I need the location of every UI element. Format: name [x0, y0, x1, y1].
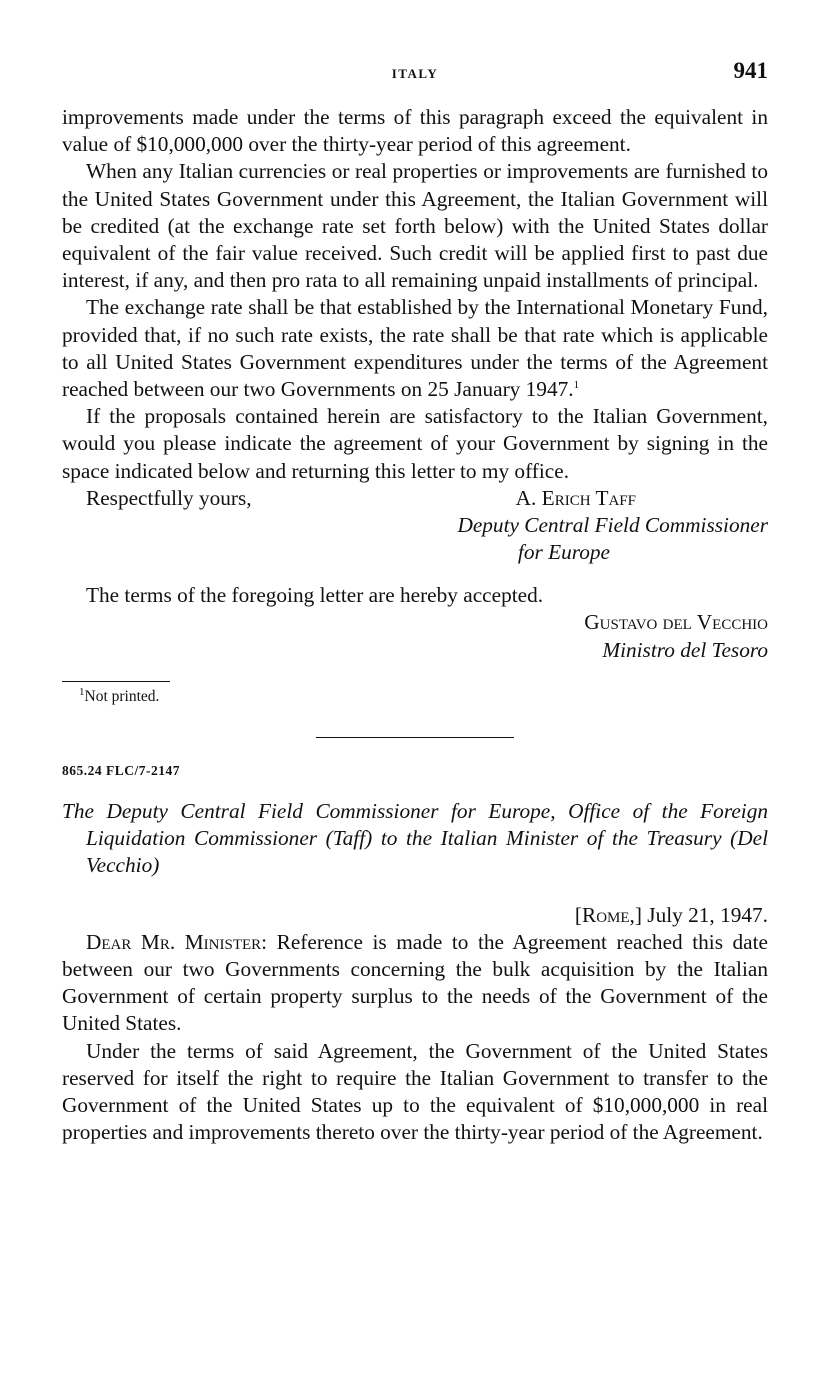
footnote-rule — [62, 681, 170, 682]
section-divider — [316, 737, 514, 738]
paragraph-exchange-text: The exchange rate shall be that established by the International Monetary Fund, provided that, if no such rate exists, the rate shall be that rate which is applicable to all United States Government expenditures under the terms of the Agreement reached between our two Governments on 25 January 1947. — [62, 295, 768, 402]
footnote-text: Not printed. — [84, 687, 160, 705]
signer-title: Deputy Central Field Commissioner — [457, 512, 768, 537]
paragraph-continued: improvements made under the terms of this paragraph exceed the equivalent in value of $10,000,000 over the thirty-year period of this agreement. — [62, 105, 768, 157]
page-header — [62, 58, 768, 88]
paragraph-proposals: If the proposals contained herein are satisfactory to the Italian Government, would you please indicate the agreement of your Government by signing in the space indicated below and returning this letter to my office. — [62, 404, 768, 483]
paragraph-credit: When any Italian currencies or real properties or improvements are furnished to the United States Government under this Agreement, the Italian Government will be credited (at the exchange rate set forth below) with the United States dollar equivalent of the fair value received. Such credit will be applied first to past due interest, if any, and then pro rata to all remaining unpaid installments of principal. — [62, 159, 768, 293]
acceptance-statement: The terms of the foregoing letter are hereby accepted. — [86, 583, 544, 608]
paragraph-reference — [62, 929, 768, 1038]
acceptor-title: Ministro del Tesoro — [602, 637, 768, 662]
complimentary-close: Respectfully yours, — [86, 485, 252, 510]
footnote-marker: 1 — [79, 685, 85, 698]
file-reference: 865.24 FLC/7-2147 — [62, 762, 180, 778]
date: July 21, 1947. — [647, 902, 768, 927]
document-heading: The Deputy Central Field Commissioner for Europe, Office of the Foreign Liquidation Commissioner (Taff) to the Italian Minister of the Treasury (Del Vecchio) — [62, 799, 768, 878]
paragraph-terms: Under the terms of said Agreement, the Government of the United States reserved for itself the right to require the Italian Government to transfer to the Government of the United States up to the equivalent of $10,000,000 in real properties and improvements thereto over the thirty-year period of the Agreement. — [62, 1038, 768, 1145]
running-head: ITALY — [391, 66, 439, 81]
signer-title-continued: for Europe — [517, 540, 610, 565]
footnote-reference: 1 — [573, 378, 580, 391]
date-place: [Rome,] — [574, 902, 642, 927]
acceptor-name: Gustavo del Vecchio — [584, 610, 768, 635]
page-body — [62, 104, 768, 1147]
paragraph-reference-text: Reference is made to the Agreement reached this date between our two Governments concerning the bulk acquisition by the Italian Government of certain property surplus to the needs of the Government of the United States. — [62, 929, 768, 1036]
page-number: 941 — [733, 58, 768, 83]
paragraph-exchange-rate — [62, 294, 768, 403]
salutation: Dear Mr. Minister: — [86, 929, 268, 954]
closing-row — [62, 485, 768, 512]
dateline — [62, 902, 768, 929]
footnote — [62, 687, 768, 707]
signer-name: A. Erich Taff — [515, 485, 636, 510]
